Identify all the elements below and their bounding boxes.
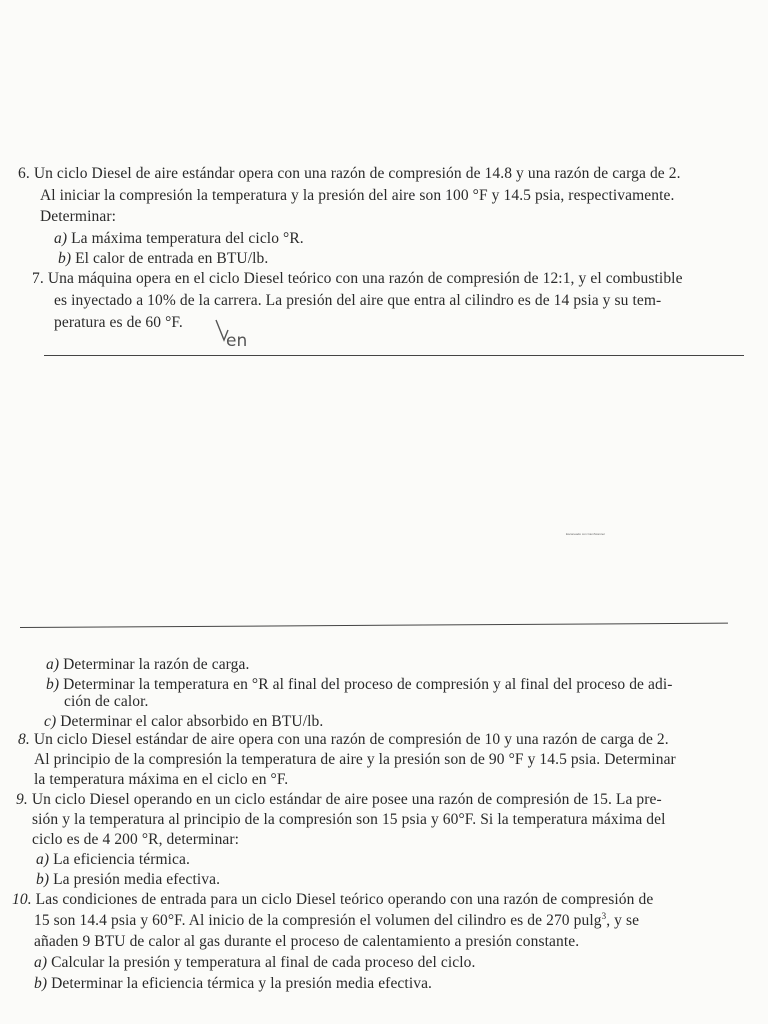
problem-9-item-a-label: a): [36, 851, 50, 868]
problem-7-line-3: peratura es de 60 °F.: [54, 314, 183, 331]
problem-7-item-b-text-2: ción de calor.: [64, 693, 149, 710]
problem-7-number: 7.: [32, 270, 44, 287]
problem-10-line-3: añaden 9 BTU de calor al gas durante el proceso de calentamiento a presión constante.: [34, 933, 580, 950]
problem-10-number: 10.: [12, 891, 32, 908]
problem-7-line-1: [32, 270, 683, 288]
problem-7-item-a: [46, 656, 249, 674]
problem-9-number: 9.: [16, 791, 28, 808]
scan-watermark: Escaneado con CamScanner: [566, 532, 606, 536]
problem-6-line-1: [18, 165, 681, 183]
problem-6-number: 6.: [18, 165, 30, 182]
problem-8-line-2: Al principio de la compresión la temperatura de aire y la presión son de 90 °F y 14.5 psia. Determinar: [34, 751, 676, 768]
problem-7-item-c-label: c): [44, 713, 57, 730]
problem-6-item-a-text: La máxima temperatura del ciclo °R.: [71, 230, 304, 247]
problem-10-item-b-text: Determinar la eficiencia térmica y la presión media efectiva.: [51, 975, 433, 992]
problem-7-item-b-label: b): [46, 676, 60, 693]
problem-8-text-1: Un ciclo Diesel estándar de aire opera con una razón de compresión de 10 y una razón de carga de 2.: [33, 731, 669, 748]
problem-7-item-b-text-1: Determinar la temperatura en °R al final del proceso de compresión y al final del proceso de adi-: [63, 676, 673, 693]
problem-9-item-a: [36, 851, 190, 869]
problem-6-item-b: [58, 250, 268, 268]
problem-6-item-a-label: a): [54, 230, 68, 247]
problem-6-line-3: Determinar:: [40, 208, 116, 225]
problem-9-line-2: sión y la temperatura al principio de la compresión son 15 psia y 60°F. Si la temperatura máxima del: [32, 811, 666, 828]
problem-10-text-2b: , y se: [606, 912, 640, 929]
problem-10-item-a-label: a): [34, 954, 48, 971]
problem-9-text-1: Un ciclo Diesel operando en un ciclo estándar de aire posee una razón de compresión de 15. La pre-: [31, 791, 662, 808]
problem-10-superscript: 3: [601, 910, 607, 921]
problem-7-item-b: [46, 676, 673, 694]
problem-6-text-1: Un ciclo Diesel de aire estándar opera con una razón de compresión de 14.8 y una razón de carga de 2.: [33, 165, 681, 182]
divider-top: [44, 355, 744, 356]
problem-9-line-1: [16, 791, 662, 809]
problem-8-line-3: la temperatura máxima en el ciclo en °F.: [34, 771, 289, 788]
problem-9-item-b-text: La presión media efectiva.: [53, 871, 221, 888]
problem-8-number: 8.: [18, 731, 30, 748]
problem-7-item-a-label: a): [46, 656, 60, 673]
problem-6-item-b-text: El calor de entrada en BTU/lb.: [75, 250, 269, 267]
problem-9-item-b: [36, 871, 220, 889]
problem-10-line-2: [34, 912, 639, 930]
problem-6-line-2: Al iniciar la compresión la temperatura y la presión del aire son 100 °F y 14.5 psia, respectivamente.: [40, 187, 675, 204]
problem-6-item-a: [54, 230, 304, 248]
divider-bottom: [20, 623, 728, 628]
problem-7-item-c: [44, 713, 323, 731]
handwritten-annotation: en: [226, 331, 248, 351]
problem-9-item-a-text: La eficiencia térmica.: [53, 851, 190, 868]
problem-10-item-b-label: b): [34, 975, 48, 992]
problem-10-item-a: [34, 954, 475, 972]
problem-10-text-1: Las condiciones de entrada para un ciclo Diesel teórico operando con una razón de compresión de: [35, 891, 654, 908]
problem-8-line-1: [18, 731, 669, 749]
problem-7-item-a-text: Determinar la razón de carga.: [63, 656, 250, 673]
problem-10-item-a-text: Calcular la presión y temperatura al final de cada proceso del ciclo.: [51, 954, 476, 971]
problem-9-item-b-label: b): [36, 871, 50, 888]
problem-7-item-c-text: Determinar el calor absorbido en BTU/lb.: [60, 713, 324, 730]
problem-7-text-1: Una máquina opera en el ciclo Diesel teórico con una razón de compresión de 12:1, y el combustible: [47, 270, 683, 287]
problem-7-line-2: es inyectado a 10% de la carrera. La presión del aire que entra al cilindro es de 14 psia y su tem-: [54, 292, 662, 309]
problem-6-item-b-label: b): [58, 250, 72, 267]
problem-10-text-2a: 15 son 14.4 psia y 60°F. Al inicio de la compresión el volumen del cilindro es de 270 pulg: [34, 912, 602, 929]
problem-9-line-3: ciclo es de 4 200 °R, determinar:: [32, 831, 240, 848]
problem-10-item-b: [34, 975, 432, 993]
problem-10-line-1: [12, 891, 653, 909]
